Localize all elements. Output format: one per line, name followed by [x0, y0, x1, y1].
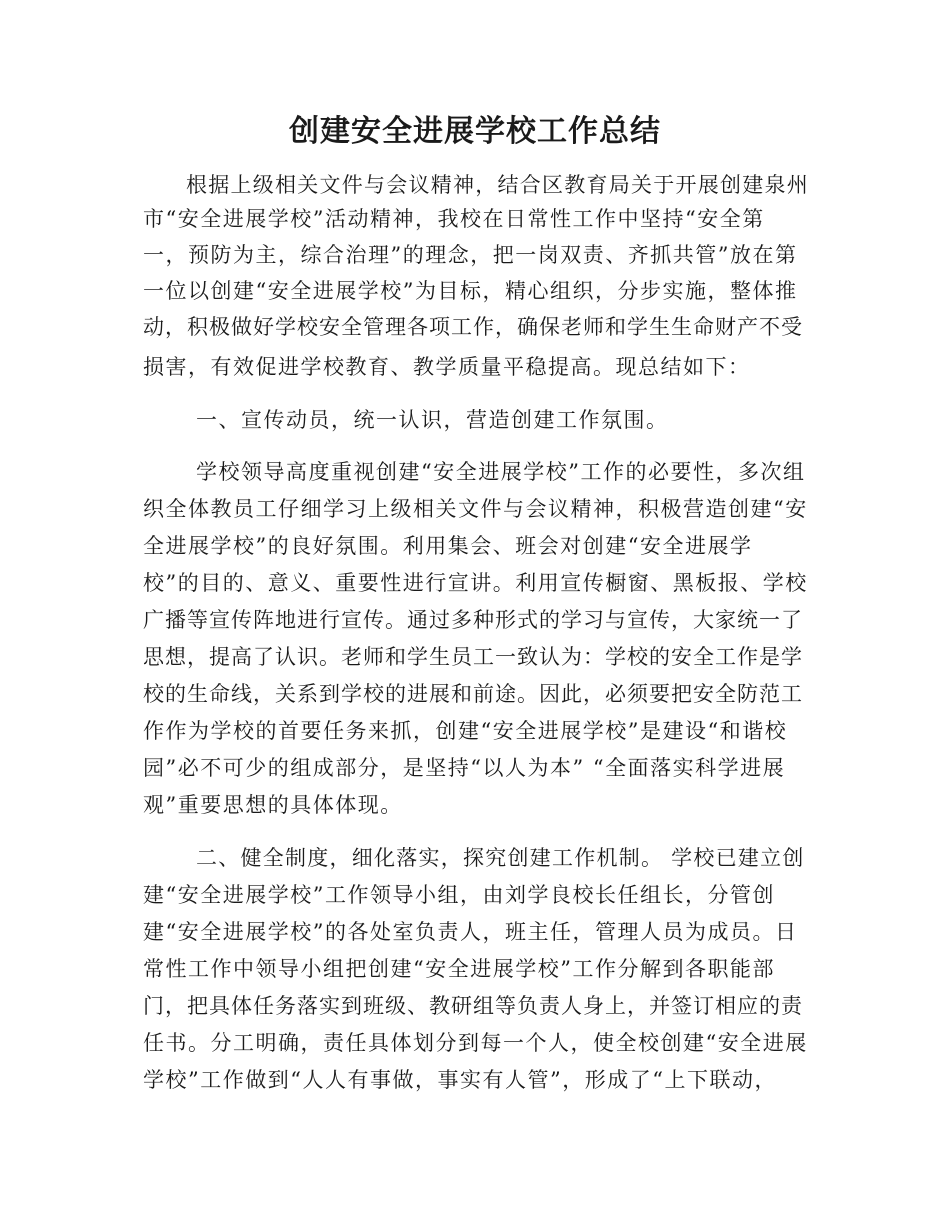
paragraph-line: 建“安全进展学校”工作领导小组，由刘学良校长任组长，分管创 [143, 883, 775, 907]
paragraph-line: 园”必不可少的组成部分，是坚持“以人为本” “全面落实科学进展 [143, 756, 786, 780]
paragraph-line: 思想，提高了认识。老师和学生员工一致认为：学校的安全工作是学 [143, 645, 803, 669]
paragraph-line: 校”的目的、意义、重要性进行宣讲。利用宣传橱窗、黑板报、学校 [143, 571, 808, 595]
paragraph-line: 织全体教员工仔细学习上级相关文件与会议精神，积极营造创建“安 [143, 497, 808, 521]
paragraph-line: 一，预防为主，综合治理”的理念，把一岗双责、齐抓共管”放在第 [143, 243, 798, 267]
paragraph-line: 学校”工作做到“人人有事做，事实有人管”，形成了“上下联动， [143, 1068, 777, 1092]
section-heading: 二、健全制度，细化落实，探究创建工作机制。 学校已建立创 [196, 846, 805, 870]
paragraph-line: 任书。分工明确，责任具体划分到每一个人，使全校创建“安全进展 [143, 1031, 808, 1055]
paragraph-line: 全进展学校”的良好氛围。利用集会、班会对创建“安全进展学 [143, 534, 753, 558]
paragraph-line: 一位以创建“安全进展学校”为目标，精心组织，分步实施，整体推 [143, 279, 798, 303]
paragraph-line: 观”重要思想的具体体现。 [143, 793, 403, 817]
paragraph-line: 广播等宣传阵地进行宣传。通过多种形式的学习与宣传，大家统一了 [143, 608, 803, 632]
paragraph-line: 作作为学校的首要任务来抓，创建“安全进展学校”是建设“和谐校 [143, 719, 788, 743]
section-heading: 一、宣传动员，统一认识，营造创建工作氛围。 [196, 408, 669, 432]
paragraph-line: 动，积极做好学校安全管理各项工作，确保老师和学生生命财产不受 [143, 315, 803, 339]
paragraph-line: 门，把具体任务落实到班级、教研组等负责人身上，并签订相应的责 [143, 994, 803, 1018]
paragraph-line: 损害，有效促进学校教育、教学质量平稳提高。现总结如下： [143, 355, 751, 379]
document-title: 创建安全进展学校工作总结 [289, 114, 661, 149]
paragraph-line: 常性工作中领导小组把创建“安全进展学校”工作分解到各职能部 [143, 957, 775, 981]
paragraph-line: 校的生命线，关系到学校的进展和前途。因此，必须要把安全防范工 [143, 682, 803, 706]
paragraph-line: 建“安全进展学校”的各处室负责人，班主任，管理人员为成员。日 [143, 920, 798, 944]
paragraph-line: 根据上级相关文件与会议精神，结合区教育局关于开展创建泉州 [186, 173, 809, 197]
paragraph-line: 学校领导高度重视创建“安全进展学校”工作的必要性，多次组 [196, 460, 806, 484]
paragraph-line: 市“安全进展学校”活动精神，我校在日常性工作中坚持“安全第 [143, 207, 765, 231]
